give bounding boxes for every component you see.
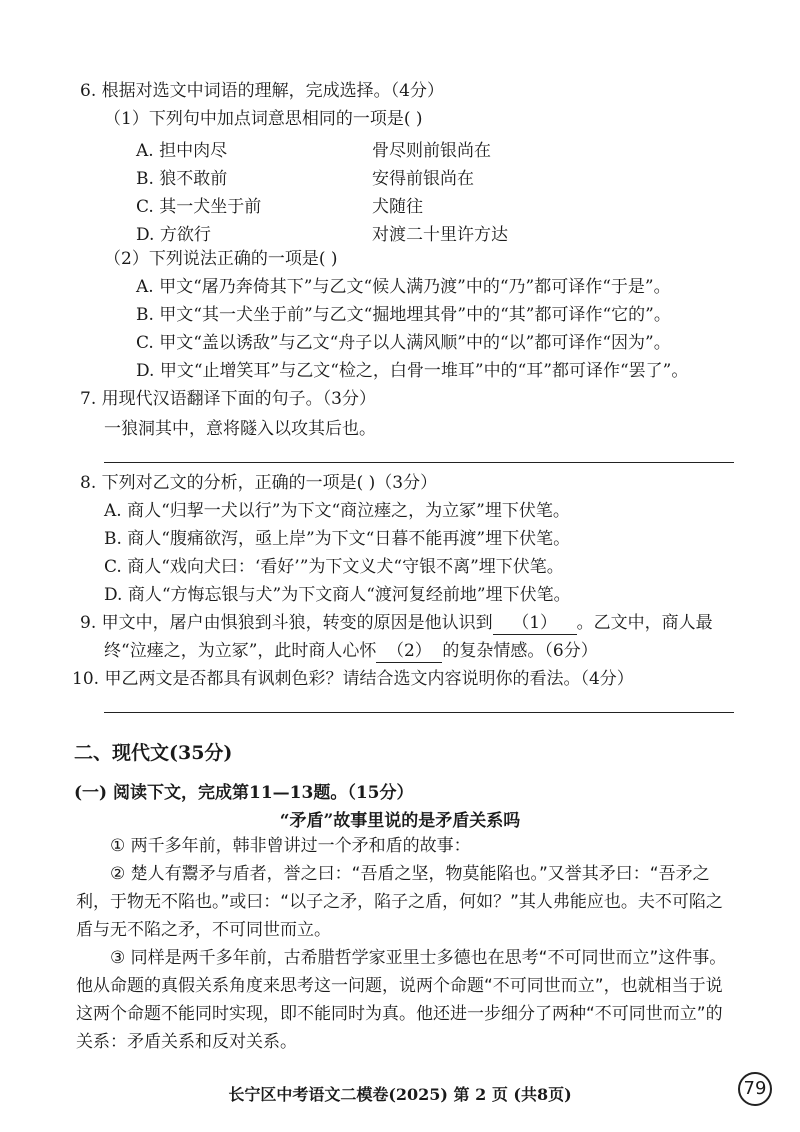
q6-option-b-left: B. 狼不敢前: [136, 169, 228, 189]
q6-option-a-right: 骨尽则前银尚在: [372, 141, 491, 161]
section-subheading: (一) 阅读下文，完成第11—13题。（15分）: [74, 783, 414, 803]
q9-part4: 的复杂情感。（6分）: [442, 641, 598, 661]
q6-sub1: （1）下列句中加点词意思相同的一项是( ): [104, 109, 423, 129]
q10-stem: 10. 甲乙两文是否都具有讽刺色彩？请结合选文内容说明你的看法。（4分）: [72, 669, 634, 689]
q7-sentence: 一狼洞其中，意将隧入以攻其后也。: [104, 419, 376, 439]
q9-part2: 。乙文中，商人最: [576, 613, 713, 633]
q6-option-c-right: 犬随往: [372, 197, 423, 217]
q6-stem: 6. 根据对选文中词语的理解，完成选择。（4分）: [80, 81, 444, 101]
q9-blank1[interactable]: （1）: [493, 612, 577, 635]
q6-2-option-c: C. 甲文“盖以诱敌”与乙文“舟子以人满风顺”中的“以”都可译作“因为”。: [136, 333, 671, 353]
article-title: “矛盾”故事里说的是矛盾关系吗: [279, 811, 521, 831]
q9-blank2[interactable]: （2）: [376, 640, 442, 663]
q6-option-d-left: D. 方欲行: [136, 225, 211, 245]
q9-part3: 终“泣瘗之，为立冢”，此时商人心怀: [104, 641, 377, 661]
q8-option-a: A. 商人“归挈一犬以行”为下文“商泣瘗之，为立冢”埋下伏笔。: [104, 501, 570, 521]
q7-stem: 7. 用现代汉语翻译下面的句子。（3分）: [80, 389, 376, 409]
q6-option-c-left: C. 其一犬坐于前: [136, 197, 262, 217]
q6-option-d-right: 对渡二十里许方达: [372, 225, 508, 245]
q10-answer-line[interactable]: [104, 712, 734, 713]
q6-2-option-a: A. 甲文“屠乃奔倚其下”与乙文“候人满乃渡”中的“乃”都可译作“于是”。: [136, 277, 671, 297]
q9-line2: [104, 640, 598, 663]
q8-stem: 8. 下列对乙文的分析，正确的一项是( )（3分）: [80, 473, 438, 493]
article-paragraph-1: ① 两千多年前，韩非曾讲过一个矛和盾的故事：: [110, 836, 471, 856]
q8-option-d: D. 商人“方悔忘银与犬”为下文商人“渡河复经前地”埋下伏笔。: [104, 585, 571, 605]
q6-sub2: （2）下列说法正确的一项是( ): [104, 249, 338, 269]
q6-2-option-b: B. 甲文“其一犬坐于前”与乙文“掘地埋其骨”中的“其”都可译作“它的”。: [136, 305, 671, 325]
q9-line1: [80, 612, 713, 635]
q8-option-c: C. 商人“戏向犬曰：‘看好’”为下文义犬“守银不离”埋下伏笔。: [104, 557, 564, 577]
article-paragraph-3: ③ 同样是两千多年前，古希腊哲学家亚里士多德也在思考“不可同世而立”这件事。他从命题的真假关系角度来思考这一问题，说两个命题“不可同世而立”，也就相当于说这两个命题不能同时实现，即不能同时为真。他还进一步细分了两种“不可同世而立”的关系：矛盾关系和反对关系。: [76, 948, 727, 1052]
page-footer: 长宁区中考语文二模卷(2025) 第 2 页 (共8页): [228, 1085, 572, 1104]
q9-part1: 9. 甲文中，屠户由惧狼到斗狼，转变的原因是他认识到: [80, 613, 493, 633]
q8-option-b: B. 商人“腹痛欲泻，亟上岸”为下文“日暮不能再渡”埋下伏笔。: [104, 529, 571, 549]
q6-2-option-d: D. 甲文“止增笑耳”与乙文“检之，白骨一堆耳”中的“耳”都可译作“罢了”。: [136, 361, 689, 381]
q6-option-b-right: 安得前银尚在: [372, 169, 474, 189]
q7-answer-line[interactable]: [104, 462, 734, 463]
article-paragraph-2: ② 楚人有鬻矛与盾者，誉之曰：“吾盾之坚，物莫能陷也。”又誉其矛曰：“吾矛之利，于物无不陷也。”或曰：“以子之矛，陷子之盾，何如？”其人弗能应也。夫不可陷之盾与无不陷之矛，不可同世而立。: [76, 864, 723, 940]
page-number-badge: 79: [738, 1072, 772, 1106]
q6-option-a-left: A. 担中肉尽: [136, 141, 228, 161]
section-heading: 二、现代文(35分): [74, 742, 233, 764]
